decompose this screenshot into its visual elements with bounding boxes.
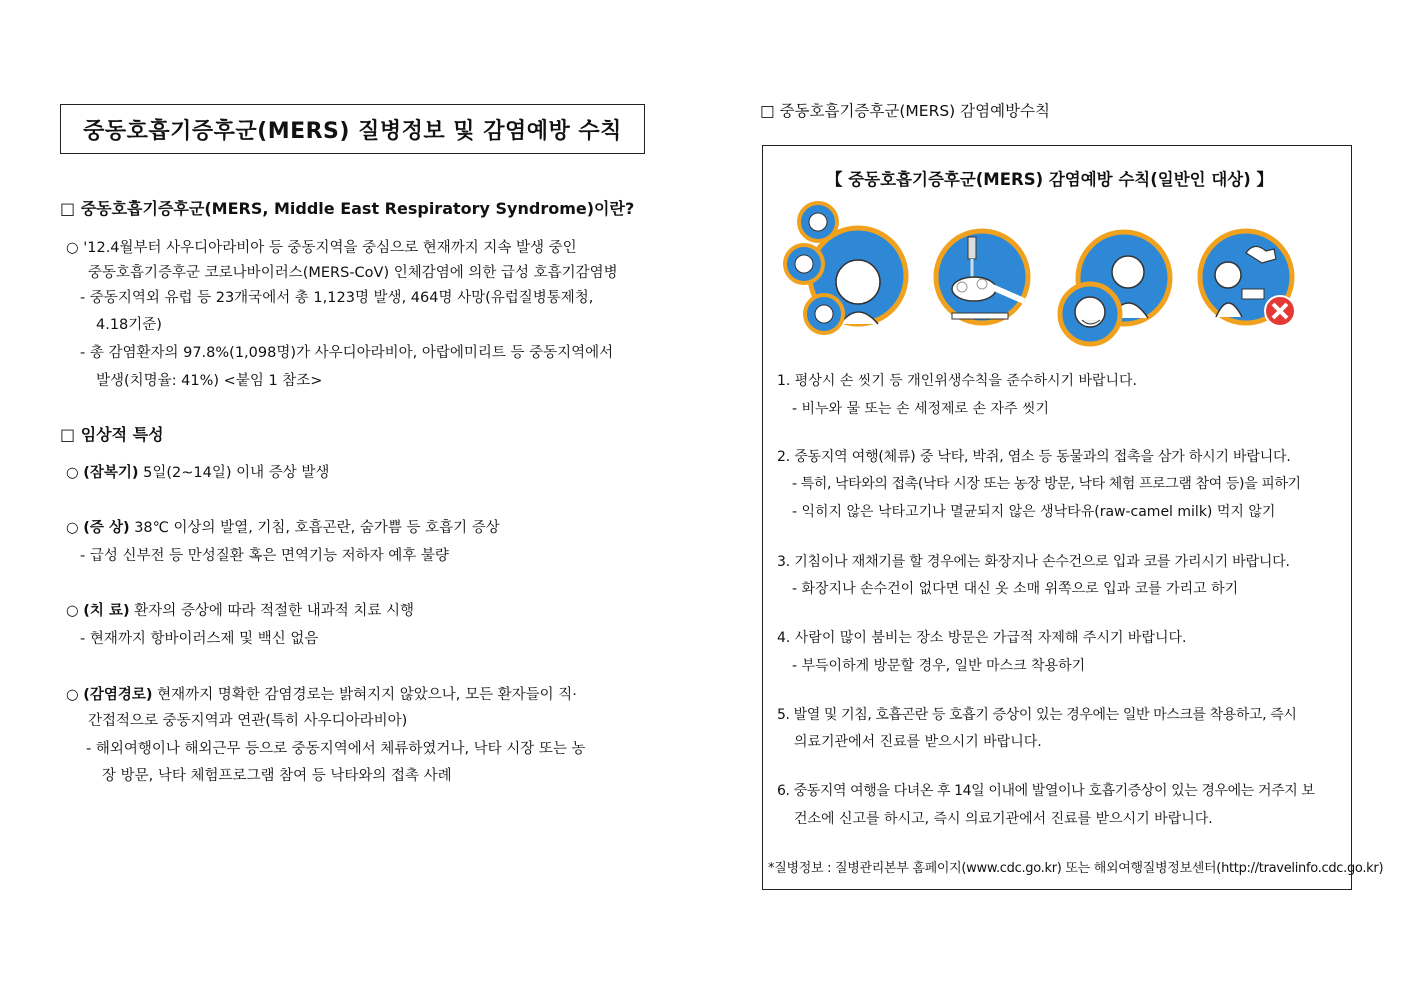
section1-heading: □ 중동호흡기증후군(MERS, Middle East Respiratory Syndrome)이란? xyxy=(60,199,635,218)
rule-2: 2. 중동지역 여행(체류) 중 낙타, 박쥐, 염소 등 동물과의 접촉을 삼가 하시기 바랍니다. xyxy=(777,449,1291,465)
rule-3-sub: - 화장지나 손수건이 없다면 대신 옷 소매 위쪽으로 입과 코를 가리고 하기 xyxy=(792,581,1239,597)
page-title: 중동호흡기증후군(MERS) 질병정보 및 감염예방 수칙 xyxy=(60,104,645,154)
handwashing-icon xyxy=(932,227,1032,327)
route-sub-1: - 해외여행이나 해외근무 등으로 중동지역에서 체류하였거나, 낙타 시장 또는 농 xyxy=(86,741,586,757)
symptom-text: 38℃ 이상의 발열, 기침, 호흡곤란, 숨가쁨 등 호흡기 증상 xyxy=(129,520,500,536)
route-sub-2: 장 방문, 낙타 체험프로그램 참여 등 낙타와의 접촉 사례 xyxy=(102,768,452,784)
rule-6: 6. 중동지역 여행을 다녀온 후 14일 이내에 발열이나 호흡기증상이 있는 경우에는 거주지 보 xyxy=(777,783,1315,799)
section1-line-3: - 중동지역외 유럽 등 23개국에서 총 1,123명 발생, 464명 사망(유럽질병통제청, xyxy=(80,290,594,306)
section2-heading: □ 임상적 특성 xyxy=(60,425,164,444)
rule-5: 5. 발열 및 기침, 호흡곤란 등 호흡기 증상이 있는 경우에는 일반 마스크를 착용하고, 즉시 xyxy=(777,707,1297,723)
route-text: 현재까지 명확한 감염경로는 밝혀지지 않았으나, 모든 환자들이 직· xyxy=(152,687,577,703)
route-line-2: 간접적으로 중동지역과 연관(특히 사우디아라비아) xyxy=(88,713,408,729)
section1-line-4: 4.18기준) xyxy=(96,317,162,333)
cough-cover-icon xyxy=(1056,228,1176,348)
symptom-figures-icon xyxy=(782,200,912,340)
route-label: (감염경로) xyxy=(83,687,153,703)
footnote: *질병정보 : 질병관리본부 홈페이지(www.cdc.go.kr) 또는 해외여행질병정보센터(http://travelinfo.cdc.go.kr) xyxy=(768,861,1384,876)
rule-2-sub-2: - 익히지 않은 낙타고기나 멸균되지 않은 생낙타유(raw-camel milk) 먹지 않기 xyxy=(792,504,1276,520)
incubation-label: (잠복기) xyxy=(83,465,139,481)
symptom-item: ○ (증 상) 38℃ 이상의 발열, 기침, 호흡곤란, 숨가쁨 등 호흡기 증상 xyxy=(66,520,500,536)
rule-3: 3. 기침이나 재채기를 할 경우에는 화장지나 손수건으로 입과 코를 가리시기 바랍니다. xyxy=(777,554,1290,570)
rule-1: 1. 평상시 손 씻기 등 개인위생수칙을 준수하시기 바랍니다. xyxy=(777,373,1138,389)
treatment-item: ○ (치 료) 환자의 증상에 따라 적절한 내과적 치료 시행 xyxy=(66,603,414,619)
section1-line-6: 발생(치명율: 41%) <붙임 1 참조> xyxy=(96,373,323,389)
section1-line-2: 중동호흡기증후군 코로나바이러스(MERS-CoV) 인체감염에 의한 급성 호흡기감염병 xyxy=(88,265,618,281)
right-heading: □ 중동호흡기증후군(MERS) 감염예방수칙 xyxy=(760,102,1050,120)
incubation-text: 5일(2~14일) 이내 증상 발생 xyxy=(138,465,330,481)
rule-1-sub: - 비누와 물 또는 손 세정제로 손 자주 씻기 xyxy=(792,401,1050,417)
treatment-label: (치 료) xyxy=(83,603,130,619)
no-camel-contact-icon xyxy=(1196,227,1300,331)
rule-5-line-2: 의료기관에서 진료를 받으시기 바랍니다. xyxy=(794,734,1042,750)
section1-line-5: - 총 감염환자의 97.8%(1,098명)가 사우디아라비아, 아랍에미리트 등 중동지역에서 xyxy=(80,345,614,361)
rule-2-sub-1: - 특히, 낙타와의 접촉(낙타 시장 또는 농장 방문, 낙타 체험 프로그램 참여 등)을 피하기 xyxy=(792,476,1301,492)
symptom-sub: - 급성 신부전 등 만성질환 혹은 면역기능 저하자 예후 불량 xyxy=(80,548,449,564)
symptom-label: (증 상) xyxy=(83,520,130,536)
route-item: ○ (감염경로) 현재까지 명확한 감염경로는 밝혀지지 않았으나, 모든 환자들이 직· xyxy=(66,687,577,703)
rule-6-line-2: 건소에 신고를 하시고, 즉시 의료기관에서 진료를 받으시기 바랍니다. xyxy=(794,811,1213,827)
box-title: 【 중동호흡기증후군(MERS) 감염예방 수칙(일반인 대상) 】 xyxy=(826,170,1274,189)
incubation-item: ○ (잠복기) 5일(2~14일) 이내 증상 발생 xyxy=(66,465,330,481)
rule-4: 4. 사람이 많이 붐비는 장소 방문은 가급적 자제해 주시기 바랍니다. xyxy=(777,630,1187,646)
treatment-sub: - 현재까지 항바이러스제 및 백신 없음 xyxy=(80,631,319,647)
treatment-text: 환자의 증상에 따라 적절한 내과적 치료 시행 xyxy=(129,603,414,619)
rule-4-sub: - 부득이하게 방문할 경우, 일반 마스크 착용하기 xyxy=(792,658,1086,674)
section1-line-1: ○ '12.4월부터 사우디아라비아 등 중동지역을 중심으로 현재까지 지속 발생 중인 xyxy=(66,240,577,256)
